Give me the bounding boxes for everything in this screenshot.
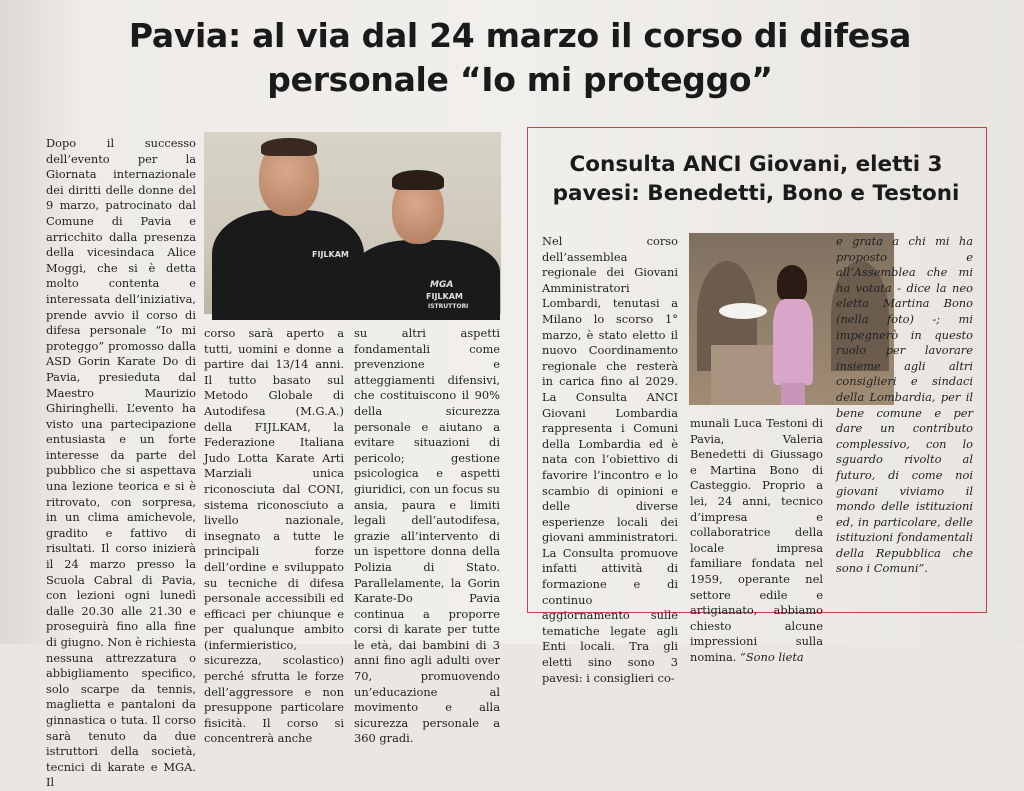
logo-right: FIJLKAM [426,292,463,301]
article2-column-3 [836,234,973,594]
article1-col1-text: Dopo il successo dell’evento per la Giornata internazionale dei diritti delle donne del 9 marzo, patrocinato dal Comune di Pavia e arricchito dalla presenza della vicesindaca Alice Moggi, che si è detta molto contenta e interessata dell’iniziativa, prende avvio il corso di difesa personale “Io mi proteggo” promosso dalla ASD Gorin Karate Do di Pavia, presieduta dal Maestro Maurizio Ghiringhelli. L’evento ha visto una partecipazione entusiasta e un forte interesse da parte del pubblico che si aspettava una lezione teorica e si è ritrovato, con sorpresa, in un clima amichevole, gradito e fattivo di risultati. Il corso inizierà il 24 marzo presso la Scuola Cabral di Pavia, con lezioni ogni lunedì dalle 20.30 alle 21.30 e proseguirà fino alla fine di giugno. Non è richiesta nessuna attrezzatura o abbigliamento specifico, solo scarpe da tennis, maglietta e pantaloni da ginnastica o tuta. Il corso sarà tenuto da due istruttori della società, tecnici di karate e MGA. Il [46,136,196,790]
article1-column-1 [46,136,196,790]
logo-sub: ISTRUTTORI [428,303,469,310]
hair-left [261,138,317,156]
article1-col3-text: su altri aspetti fondamentali come prevenzione e atteggiamenti difensivi, che costituiscono il 90% della sicurezza personale e aiutano a evitare situazioni di pericolo; gestione psicologica e aspetti giuridici, con un focus su ansia, paura e limiti legali dell’autodifesa, grazie all’intervento di un ispettore donna della Polizia di Stato. Parallelamente, la Gorin Karate-Do Pavia continua a proporre corsi di karate per tutte le età, dai bambini di 3 anni fino agli adulti over 70, promuovendo un’educazione al movimento e alla sicurezza personale a 360 gradi. [354,326,500,746]
article1-column-2 [204,326,344,746]
article2-col2-text: munali Luca Testoni di Pavia, Valeria Benedetti di Giussago e Martina Bono di Casteggio. Proprio a lei, 24 anni, tecnico d’impresa e collaboratrice della locale impresa familiare fondata nel 1959, operante nel settore edile e artigianato, abbiamo chiesto alcune impressioni sulla nomina. [690,416,823,664]
trousers-woman [781,383,805,405]
article2-column-1 [542,234,678,685]
blazer-woman [773,299,813,385]
shirt-right [352,240,500,320]
article2-col2-quote: “Sono lieta [740,649,804,664]
photo-instructors [204,132,501,314]
logo-mga: MGA [430,280,454,290]
article2-col3-text: e grata a chi mi ha proposto e all’Assemblea che mi ha votata - dice la neo eletta Martina Bono (nella foto) -; mi impegnerò in questo ruolo per lavorare insieme agli altri consiglieri e sindaci della Lombardia, per il bene comune e per dare un contributo complessivo, con lo sguardo rivolto al futuro, di come noi giovani viviamo il mondo delle istituzioni ed, in particolare, delle istituzioni fondamentali della Repubblica che sono i Comuni”. [836,234,973,576]
headline: Pavia: al via dal 24 marzo il corso di difesa personale “Io mi proteggo” [128,16,912,99]
article2-title: Consulta ANCI Giovani, eletti 3 pavesi: Benedetti, Bono e Testoni [552,152,960,206]
fountain [711,345,781,405]
article2-column-2 [690,416,823,664]
logo-left: FIJLKAM [312,250,349,259]
shirt-left [212,210,364,320]
article2-col1-text: Nel corso dell’assemblea regionale dei Giovani Amministratori Lombardi, tenutasi a Milano lo scorso 1° marzo, è stato eletto il nuovo Coordinamento regionale che resterà in carica fino al 2029. La Consulta ANCI Giovani Lombardia rappresenta i Comuni della Lombardia ed è nata con l’obiettivo di favorire l’incontro e lo scambio di opinioni e delle diverse esperienze locali dei giovani amministratori. La Consulta promuove infatti attività di formazione e di continuo aggiornamento sulle tematiche legate agli Enti locali. Tra gli eletti sino sono 3 pavesi: i consiglieri co- [542,234,678,685]
article2-col2 [690,416,823,666]
hair-woman [777,265,807,301]
flowers [719,303,767,319]
hair-right [392,170,444,190]
article1-col2-text: corso sarà aperto a tutti, uomini e donne a partire dai 13/14 anni. Il tutto basato sul Metodo Globale di Autodifesa (M.G.A.) della FIJLKAM, la Federazione Italiana Judo Lotta Karate Arti Marziali unica riconosciuta dal CONI, sistema riconosciuto a livello nazionale, insegnato a tutte le principali forze dell’ordine e sviluppato su tecniche di difesa personale accessibili ed efficaci per chiunque e per qualunque ambito (infermieristico, sicurezza, scolastico) perché sfrutta le forze dell’aggressore e non presuppone particolare fisicità. Il corso si concentrerà anche [204,326,344,746]
article1-column-3 [354,326,500,746]
